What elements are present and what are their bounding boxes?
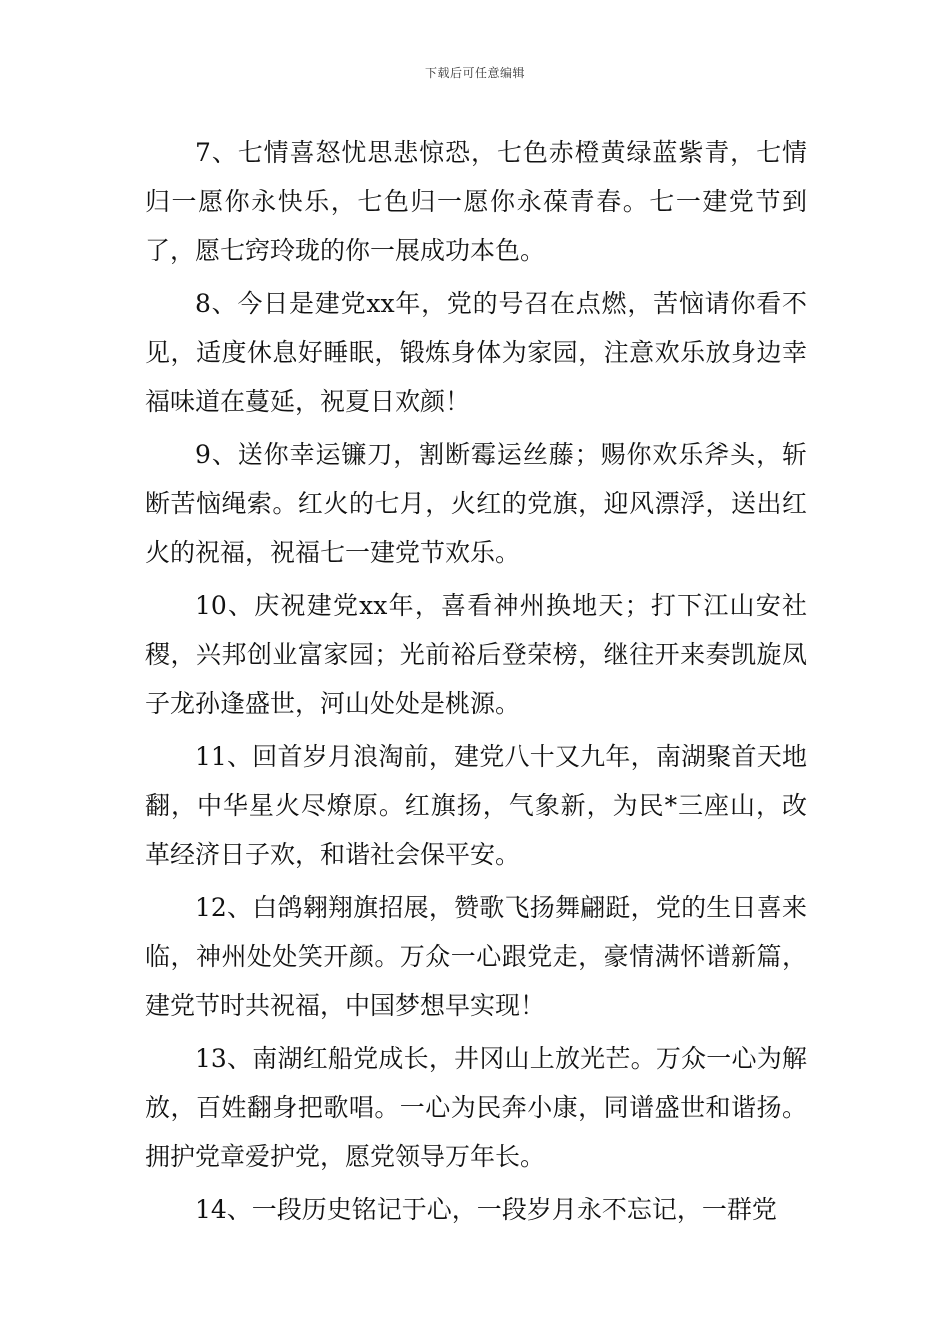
page-header-note: 下载后可任意编辑: [424, 66, 525, 80]
paragraph-12: 12、白鸽翱翔旗招展，赞歌飞扬舞翩跹，党的生日喜来临，神州处处笑开颜。万众一心跟党走，豪情满怀谱新篇，建党节时共祝福，中国梦想早实现！: [145, 893, 807, 1020]
paragraph-8: 8、今日是建党xx年，党的号召在点燃，苦恼请你看不见，适度休息好睡眠，锻炼身体为家园，注意欢乐放身边幸福味道在蔓延，祝夏日欢颜！: [145, 289, 807, 416]
paragraph-13: 13、南湖红船党成长，井冈山上放光芒。万众一心为解放，百姓翻身把歌唱。一心为民奔小康，同谱盛世和谐扬。拥护党章爱护党，愿党领导万年长。: [145, 1044, 807, 1171]
paragraph-9: 9、送你幸运镰刀，割断霉运丝藤；赐你欢乐斧头，斩断苦恼绳索。红火的七月，火红的党旗，迎风漂浮，送出红火的祝福，祝福七一建党节欢乐。: [145, 440, 807, 567]
paragraph-10: 10、庆祝建党xx年，喜看神州换地天；打下江山安社稷，兴邦创业富家园；光前裕后登荣榜，继往开来奏凯旋凤子龙孙逢盛世，河山处处是桃源。: [145, 591, 807, 718]
document-body: [145, 128, 807, 1238]
paragraph-14: 14、一段历史铭记于心，一段岁月永不忘记，一群党: [195, 1195, 777, 1224]
paragraph-7: 7、七情喜怒忧思悲惊恐，七色赤橙黄绿蓝紫青，七情归一愿你永快乐，七色归一愿你永葆青春。七一建党节到了，愿七窍玲珑的你一展成功本色。: [145, 138, 807, 265]
paragraph-11: 11、回首岁月浪淘前，建党八十又九年，南湖聚首天地翻，中华星火尽燎原。红旗扬，气象新，为民*三座山，改革经济日子欢，和谐社会保平安。: [145, 742, 807, 869]
